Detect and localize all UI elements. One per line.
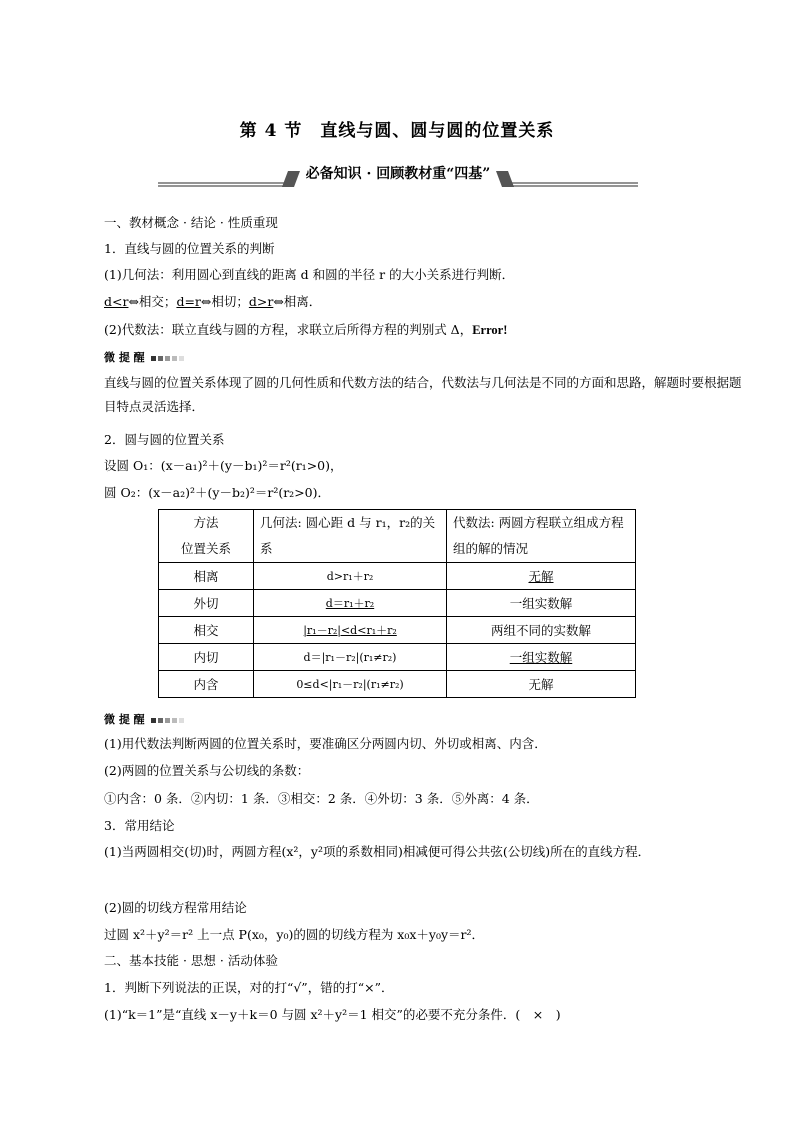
tip-square-icon (165, 718, 170, 723)
row-alg: 一组实数解 (447, 590, 636, 617)
tip2-line-2: (2)两圆的位置关系与公切线的条数： (104, 763, 310, 778)
tip-label-text: 微 提 醒 (104, 713, 145, 726)
rel-separate-cond: d>r (248, 294, 274, 309)
header-method: 方法 (193, 515, 219, 530)
row-name: 内切 (159, 644, 254, 671)
row-alg: 无解 (447, 671, 636, 698)
tip2-line-3: ①内含：0 条．②内切：1 条．③相交：2 条．④外切：3 条．⑤外离：4 条． (104, 791, 539, 806)
table-row (159, 563, 636, 590)
table-header-alg: 代数法: 两圆方程联立组成方程组的解的情况 (447, 510, 636, 563)
text-circle-o1: 设圆 O₁：(x－a₁)²＋(y－b₁)²＝r²(r₁>0)， (104, 458, 343, 473)
question-1: (1)“k＝1”是“直线 x－y＋k＝0 与圆 x²＋y²＝1 相交”的必要不充分条件．( × ) (104, 1007, 561, 1022)
tip-square-icon (165, 356, 170, 361)
row-alg: 无解 (447, 563, 636, 590)
text-common-chord: (1)当两圆相交(切)时，两圆方程(x²，y²项的系数相同)相减便可得公共弦(公切线)所在的直线方程． (104, 844, 651, 859)
row-geo: d＝|r₁－r₂|(r₁≠r₂) (254, 644, 447, 671)
text-judge-instruction: 1．判断下列说法的正误，对的打“√”，错的打“×”． (104, 980, 394, 995)
text-circle-o2: 圆 O₂：(x－a₂)²＋(y－b₂)²＝r²(r₂>0)． (104, 485, 331, 500)
table-row (159, 644, 636, 671)
tip-label-2 (104, 713, 184, 727)
table-header-geo: 几何法: 圆心距 d 与 r₁，r₂的关系 (254, 510, 447, 563)
table-header-cell (159, 510, 254, 563)
table-header-row (159, 510, 636, 563)
heading-concepts: 一、教材概念 · 结论 · 性质重现 (104, 215, 278, 230)
text-geometric-method: (1)几何法：利用圆心到直线的距离 d 和圆的半径 r 的大小关系进行判断． (104, 267, 515, 282)
error-text: Error! (472, 323, 508, 337)
tip-square-icon (172, 718, 177, 723)
tip-square-icon (158, 356, 163, 361)
text-tangent-heading: (2)圆的切线方程常用结论 (104, 900, 247, 915)
banner-text: 必备知识 · 回顾教材重“四基” (305, 166, 491, 182)
header-relation: 位置关系 (180, 541, 231, 556)
rel-separate: ⇔相离． (273, 294, 322, 309)
tip-square-icon (179, 718, 184, 723)
tip-square-icon (179, 356, 184, 361)
subheading-circle-circle: 2．圆与圆的位置关系 (104, 432, 225, 447)
heading-skills: 二、基本技能 · 思想 · 活动体验 (104, 953, 278, 968)
rel-tangent: ⇔相切； (200, 294, 249, 309)
rel-intersect-cond: d<r (104, 294, 129, 309)
row-geo: |r₁－r₂|<d<r₁＋r₂ (254, 617, 447, 644)
relation-table (158, 509, 636, 698)
rel-intersect: ⇔相交； (128, 294, 177, 309)
section-banner (158, 163, 638, 193)
row-name: 内含 (159, 671, 254, 698)
section-title: 第 4 节 直线与圆、圆与圆的位置关系 (239, 121, 555, 141)
rel-tangent-cond: d=r (176, 294, 201, 309)
row-geo: d＝r₁＋r₂ (254, 590, 447, 617)
row-alg: 两组不同的实数解 (447, 617, 636, 644)
table-row (159, 671, 636, 698)
subheading-line-circle: 1．直线与圆的位置关系的判断 (104, 241, 275, 256)
tip-paragraph-1: 直线与圆的位置关系体现了圆的几何性质和代数方法的结合，代数法与几何法是不同的方面和思路，解题时要根据题目特点灵活选择． (104, 375, 742, 414)
row-name: 相离 (159, 563, 254, 590)
tip2-line-1: (1)用代数法判断两圆的位置关系时，要准确区分两圆内切、外切或相离、内含． (104, 736, 547, 751)
row-alg: 一组实数解 (447, 644, 636, 671)
row-name: 相交 (159, 617, 254, 644)
row-geo: d>r₁＋r₂ (254, 563, 447, 590)
tip-label-1 (104, 351, 184, 365)
tip-square-icon (158, 718, 163, 723)
text-algebraic-method (104, 321, 507, 339)
table-row (159, 617, 636, 644)
subheading-common-conclusions: 3．常用结论 (104, 818, 175, 833)
row-geo: 0≤d<|r₁－r₂|(r₁≠r₂) (254, 671, 447, 698)
tip-square-icon (172, 356, 177, 361)
row-name: 外切 (159, 590, 254, 617)
text-distance-relations (104, 293, 321, 311)
tip-label-text: 微 提 醒 (104, 351, 145, 364)
algebraic-text: (2)代数法：联立直线与圆的方程，求联立后所得方程的判别式 Δ， (104, 322, 473, 337)
table-row (159, 590, 636, 617)
text-tangent-formula: 过圆 x²＋y²＝r² 上一点 P(x₀，y₀)的圆的切线方程为 x₀x＋y₀y＝r²． (104, 927, 485, 942)
tip-square-icon (151, 356, 156, 361)
tip-square-icon (151, 718, 156, 723)
